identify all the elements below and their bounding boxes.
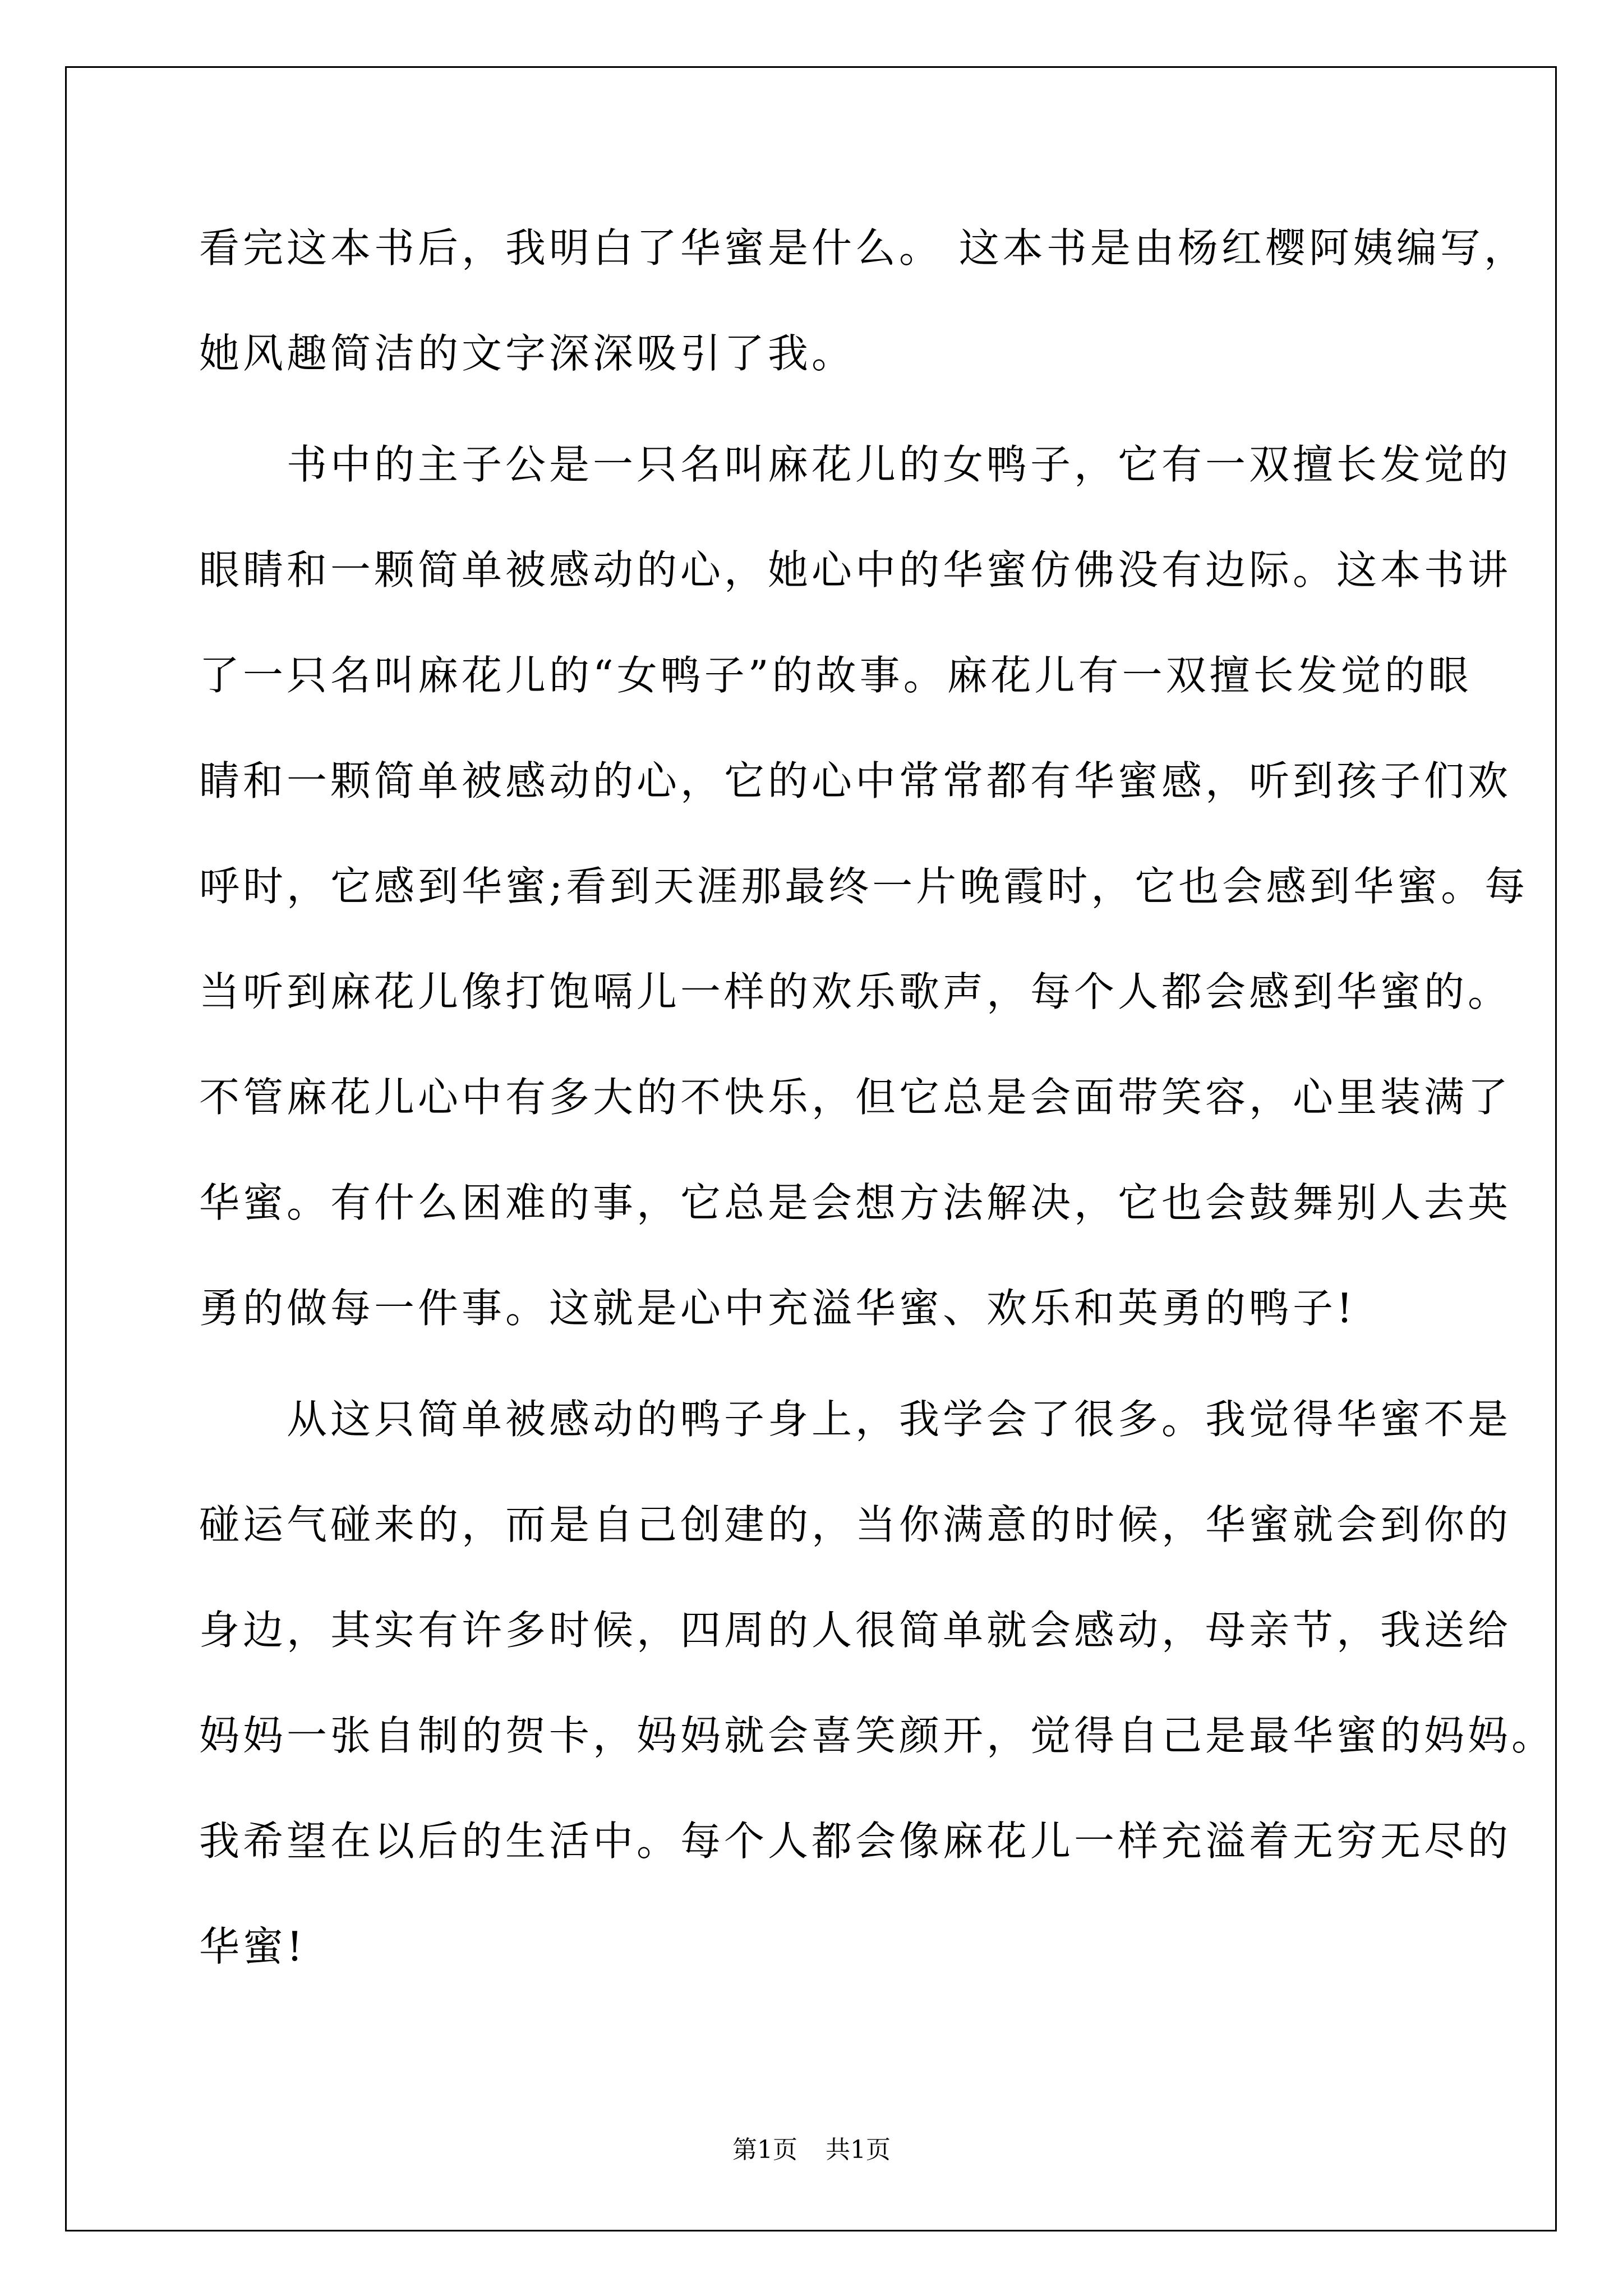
text-line: 书中的主子公是一只名叫麻花儿的女鸭子，它有一双擅长发觉的 [199,441,1512,488]
page-frame [65,66,1557,2231]
text-line: 身边，其实有许多时候，四周的人很简单就会感动，母亲节，我送给 [199,1607,1512,1654]
text-line: 看完这本书后，我明白了华蜜是什么。 这本书是由杨红樱阿姨编写， [199,224,1528,272]
page-total: 共1页 [826,2136,891,2164]
text-line: 眼睛和一颗简单被感动的心，她心中的华蜜仿佛没有边际。这本书讲 [199,546,1512,593]
text-line: 当听到麻花儿像打饱嗝儿一样的欢乐歌声，每个人都会感到华蜜的。 [199,968,1512,1015]
text-line: 我希望在以后的生活中。每个人都会像麻花儿一样充溢着无穷无尽的 [199,1818,1512,1865]
page-number: 第1页 [732,2136,797,2164]
page-footer [0,2136,1623,2164]
text-line: 妈妈一张自制的贺卡，妈妈就会喜笑颜开，觉得自己是最华蜜的妈妈。 [199,1712,1556,1759]
text-line: 碰运气碰来的，而是自己创建的，当你满意的时候，华蜜就会到你的 [199,1501,1512,1548]
text-line: 呼时，它感到华蜜;看到天涯那最终一片晚霞时，它也会感到华蜜。每 [199,863,1529,910]
text-line: 不管麻花儿心中有多大的不快乐，但它总是会面带笑容，心里装满了 [199,1074,1512,1121]
text-line: 她风趣简洁的文字深深吸引了我。 [199,330,856,377]
text-line: 华蜜! [199,1923,306,1970]
text-line: 勇的做每一件事。这就是心中充溢华蜜、欢乐和英勇的鸭子! [199,1285,1356,1332]
text-line: 睛和一颗简单被感动的心，它的心中常常都有华蜜感，听到孩子们欢 [199,757,1512,804]
text-line: 华蜜。有什么困难的事，它总是会想方法解决，它也会鼓舞别人去英 [199,1179,1512,1226]
text-line: 从这只简单被感动的鸭子身上，我学会了很多。我觉得华蜜不是 [199,1396,1512,1443]
text-line: 了一只名叫麻花儿的“女鸭子”的故事。麻花儿有一双擅长发觉的眼 [199,652,1472,699]
